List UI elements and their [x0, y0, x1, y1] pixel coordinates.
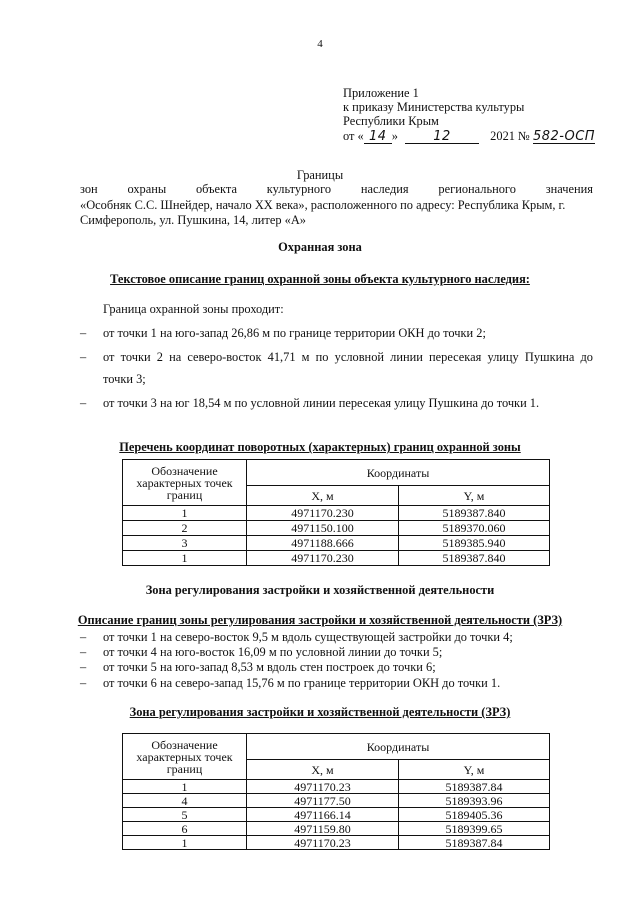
- cell-x: 4971170.230: [247, 506, 399, 521]
- cell-y: 5189387.84: [399, 836, 550, 850]
- header-point: Обозначение характерных точек границ: [123, 460, 247, 506]
- table-row: [123, 836, 550, 850]
- header-y: Y, м: [399, 486, 550, 506]
- cell-x: 4971150.100: [247, 521, 399, 536]
- cell-x: 4971159.80: [247, 822, 399, 836]
- regulation-zone-title: Зона регулирования застройки и хозяйственной деятельности: [145, 583, 495, 597]
- cell-y: 5189393.96: [399, 794, 550, 808]
- table-row: [123, 521, 550, 536]
- dash: –: [80, 645, 87, 659]
- item-text: от точки 2 на северо-восток 41,71 м по условной линии пересекая улицу Пушкина до: [103, 350, 593, 364]
- boundaries-line-2: «Особняк С.С. Шнейдер, начало XX века», расположенного по адресу: Республика Крым, г.: [80, 197, 566, 212]
- cell-point: 1: [123, 551, 247, 566]
- dash: –: [80, 326, 87, 340]
- regulation-zone-coordinates-table: [122, 733, 550, 850]
- regulation-zone-table-title: Зона регулирования застройки и хозяйственной деятельности (ЗРЗ): [129, 705, 511, 719]
- header-x: X, м: [247, 760, 399, 780]
- table-row: [123, 822, 550, 836]
- cell-y: 5189399.65: [399, 822, 550, 836]
- boundaries-description: [80, 182, 593, 229]
- item-text: от точки 1 на северо-восток 9,5 м вдоль существующей застройки до точки 4;: [103, 630, 513, 644]
- item-text: точки 3;: [103, 372, 146, 386]
- cell-y: 5189370.060: [399, 521, 550, 536]
- appendix-order-number: 582-ОСП: [532, 128, 596, 144]
- appendix-line-3: Республики Крым: [343, 114, 439, 129]
- appendix-year-no: 2021 №: [490, 128, 530, 143]
- table-row: [123, 794, 550, 808]
- dash: –: [80, 396, 87, 410]
- cell-x: 4971170.230: [247, 551, 399, 566]
- cell-x: 4971166.14: [247, 808, 399, 822]
- cell-point: 3: [123, 536, 247, 551]
- header-x: X, м: [247, 486, 399, 506]
- regulation-zone-desc-title: Описание границ зоны регулирования застройки и хозяйственной деятельности (ЗРЗ): [77, 613, 563, 627]
- boundaries-line-3: Симферополь, ул. Пушкина, 14, литер «А»: [80, 213, 306, 227]
- cell-x: 4971177.50: [247, 794, 399, 808]
- item-text: от точки 4 на юго-восток 16,09 м по условной линии до точки 5;: [103, 645, 443, 659]
- header-coordinates: Координаты: [247, 460, 550, 486]
- appendix-close-quote: »: [391, 128, 398, 143]
- dash: –: [80, 350, 87, 364]
- security-zone-title: Охранная зона: [278, 240, 362, 254]
- dash: –: [80, 676, 87, 690]
- appendix-line-2: к приказу Министерства культуры: [343, 100, 525, 115]
- header-point: Обозначение характерных точек границ: [123, 734, 247, 780]
- cell-point: 5: [123, 808, 247, 822]
- regulation-zone-table-title-wrap: [0, 705, 640, 720]
- boundaries-line-1: [80, 182, 593, 198]
- cell-point: 1: [123, 506, 247, 521]
- cell-y: 5189387.84: [399, 780, 550, 794]
- word: охраны: [127, 182, 167, 196]
- boundaries-title: Границы: [296, 168, 344, 182]
- security-zone-desc-title-wrap: [0, 272, 640, 287]
- word: регионального: [438, 182, 516, 196]
- cell-point: 1: [123, 780, 247, 794]
- cell-y: 5189385.940: [399, 536, 550, 551]
- dash: –: [80, 660, 87, 674]
- table-row: [123, 551, 550, 566]
- appendix-header: [343, 86, 595, 144]
- cell-y: 5189387.840: [399, 551, 550, 566]
- regulation-zone-desc-title-wrap: [0, 613, 640, 628]
- item-text: от точки 5 на юго-запад 8,53 м вдоль стен построек до точки 6;: [103, 660, 436, 674]
- header-y: Y, м: [399, 760, 550, 780]
- cell-x: 4971170.23: [247, 836, 399, 850]
- security-zone-table-title-wrap: [0, 440, 640, 455]
- appendix-month: 12: [405, 131, 479, 144]
- item-text: от точки 6 на северо-запад 15,76 м по границе территории ОКН до точки 1.: [103, 676, 501, 690]
- table-row: [123, 808, 550, 822]
- cell-y: 5189405.36: [399, 808, 550, 822]
- table-row: [123, 506, 550, 521]
- appendix-day: 14: [364, 131, 392, 144]
- security-zone-coordinates-table: [122, 459, 550, 566]
- word: значения: [545, 182, 593, 196]
- appendix-ot: от «: [343, 128, 364, 143]
- word: наследия: [360, 182, 409, 196]
- item-text: от точки 1 на юго-запад 26,86 м по границе территории ОКН до точки 2;: [103, 326, 486, 340]
- cell-y: 5189387.840: [399, 506, 550, 521]
- word: зон: [80, 182, 98, 196]
- word: культурного: [266, 182, 332, 196]
- cell-point: 4: [123, 794, 247, 808]
- item-text: от точки 3 на юг 18,54 м по условной линии пересекая улицу Пушкина до точки 1.: [103, 396, 540, 410]
- cell-x: 4971170.23: [247, 780, 399, 794]
- cell-point: 2: [123, 521, 247, 536]
- appendix-line-1: Приложение 1: [343, 86, 419, 100]
- cell-point: 1: [123, 836, 247, 850]
- security-zone-table-title: Перечень координат поворотных (характерных) границ охранной зоны: [119, 440, 521, 454]
- word: объекта: [195, 182, 237, 196]
- table-row: [123, 536, 550, 551]
- cell-x: 4971188.666: [247, 536, 399, 551]
- page-number: 4: [317, 38, 323, 50]
- security-zone-desc-title: Текстовое описание границ охранной зоны объекта культурного наследия:: [110, 272, 530, 286]
- dash: –: [80, 630, 87, 644]
- cell-point: 6: [123, 822, 247, 836]
- table-row: [123, 780, 550, 794]
- header-coordinates: Координаты: [247, 734, 550, 760]
- security-zone-intro: Граница охранной зоны проходит:: [103, 302, 284, 316]
- appendix-date-line: [343, 129, 595, 144]
